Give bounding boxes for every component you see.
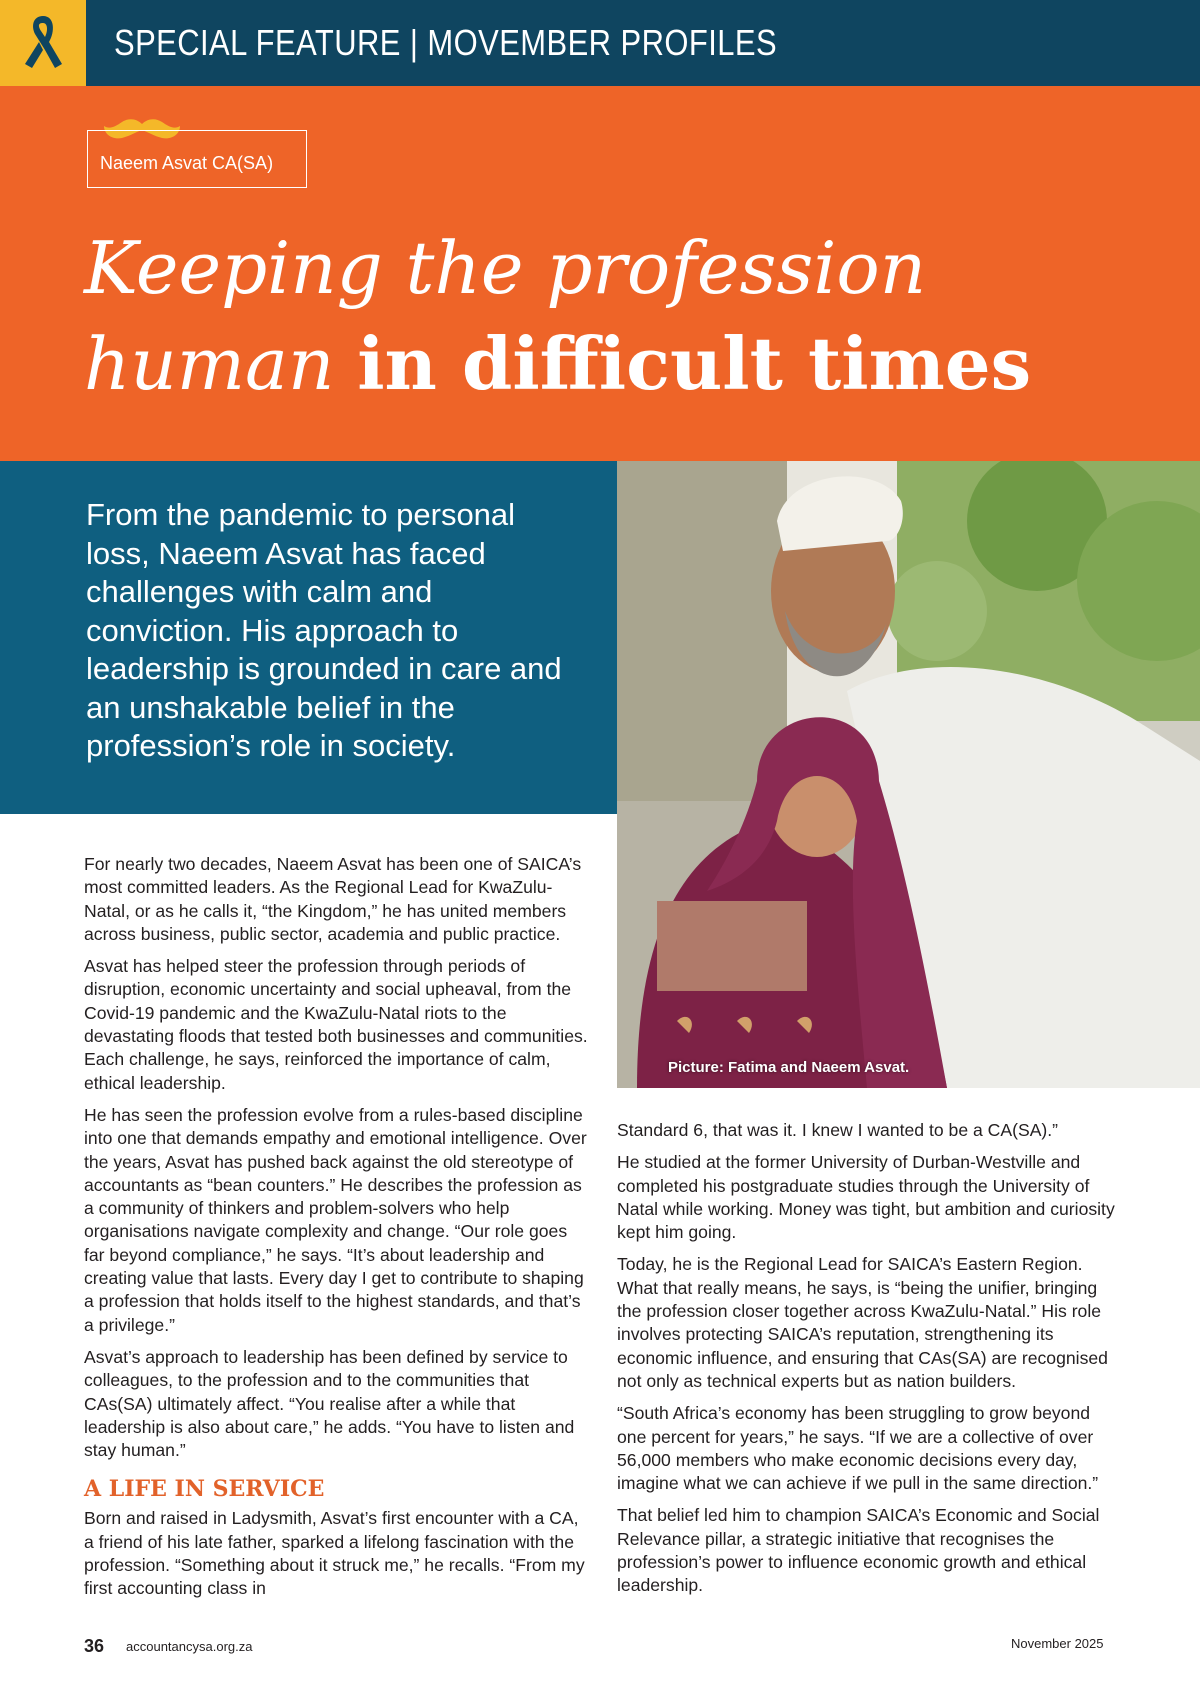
ribbon-badge [0, 0, 86, 86]
body-paragraph: He studied at the former University of Durban-Westville and completed his postgraduate studies through the University of Natal while working. Money was tight, but ambition and curiosity kept him going. [617, 1152, 1115, 1243]
intro-panel [0, 461, 617, 814]
website-link[interactable]: accountancysa.org.za [126, 1639, 253, 1654]
intro-standfirst: From the pandemic to personal loss, Naeem Asvat has faced challenges with calm and conviction. His approach to leadership is grounded in care and an unshakable belief in the profession’s role in society. [86, 497, 562, 763]
body-paragraph: He has seen the profession evolve from a rules-based discipline into one that demands empathy and emotional intelligence. Over the years, Asvat has pushed back against the old stereotype of accountants as “bean counters.” He describes the profession as a community of thinkers and problem-solvers who help organisations navigate complexity and change. “Our role goes far beyond compliance,” he says. “It’s about leadership and creating value that lasts. Every day I get to contribute to shaping a profession that holds itself to the highest standards, and that’s a privilege.” [84, 1104, 587, 1335]
profile-name: Naeem Asvat CA(SA) [100, 153, 274, 173]
section-header-band [0, 0, 1200, 86]
section-subhead: A LIFE IN SERVICE [84, 1476, 325, 1503]
section-title: SPECIAL FEATURE | MOVEMBER PROFILES [114, 22, 778, 63]
article-column-left [84, 853, 589, 1610]
headline-bold-phrase: in difficult times [357, 321, 1032, 406]
awareness-ribbon-icon [21, 12, 65, 72]
body-paragraph: Standard 6, that was it. I knew I wanted to be a CA(SA).” [617, 1120, 1059, 1140]
body-paragraph: Today, he is the Regional Lead for SAICA’s Eastern Region. What that really means, he says, is “being the unifier, bringing the profession closer together across KwaZulu-Natal.” His role involves protecting SAICA’s reputation, strengthening its economic influence, and ensuring that CAs(SA) are recognised not only as technical experts but as nation builders. [617, 1254, 1108, 1391]
headline-line-2 [84, 316, 1184, 412]
issue-date: November 2025 [1011, 1636, 1104, 1651]
body-paragraph: “South Africa’s economy has been struggling to grow beyond one percent for years,” he says. “If we are a collective of over 56,000 members who make economic decisions every day, imagine what we can achieve if we pull in the same direction.” [617, 1403, 1099, 1494]
profile-photo [617, 461, 1200, 1088]
headline-italic-word: human [84, 322, 335, 406]
headline-line-1: Keeping the profession [84, 226, 927, 310]
body-paragraph: For nearly two decades, Naeem Asvat has been one of SAICA’s most committed leaders. As the Regional Lead for KwaZulu-Natal, or as he calls it, “the Kingdom,” he has united members across business, public sector, academia and public practice. [84, 854, 582, 944]
body-paragraph: That belief led him to champion SAICA’s Economic and Social Relevance pillar, a strategic initiative that recognises the profession’s power to influence economic growth and ethical leadership. [617, 1505, 1100, 1596]
body-paragraph: Asvat’s approach to leadership has been defined by service to colleagues, to the profession and to the communities that CAs(SA) ultimately affect. “You realise after a while that leadership is also about care,” he adds. “You have to listen and stay human.” [84, 1346, 575, 1461]
article-headline [84, 220, 1184, 412]
page-number: 36 [84, 1636, 105, 1656]
photo-illustration [617, 461, 1200, 1088]
body-paragraph: Asvat has helped steer the profession through periods of disruption, economic uncertainty and social upheaval, from the Covid-19 pandemic and the KwaZulu-Natal riots to the devastating floods that tested both businesses and communities. Each challenge, he says, reinforced the importance of calm, ethical leadership. [84, 956, 588, 1093]
body-paragraph: Born and raised in Ladysmith, Asvat’s first encounter with a CA, a friend of his late father, sparked a lifelong fascination with the profession. “Something about it struck me,” he recalls. “From my first accounting class in [84, 1508, 585, 1599]
profile-name-box [87, 130, 307, 188]
article-column-right [617, 1119, 1122, 1607]
photo-caption: Picture: Fatima and Naeem Asvat. [668, 1059, 910, 1076]
